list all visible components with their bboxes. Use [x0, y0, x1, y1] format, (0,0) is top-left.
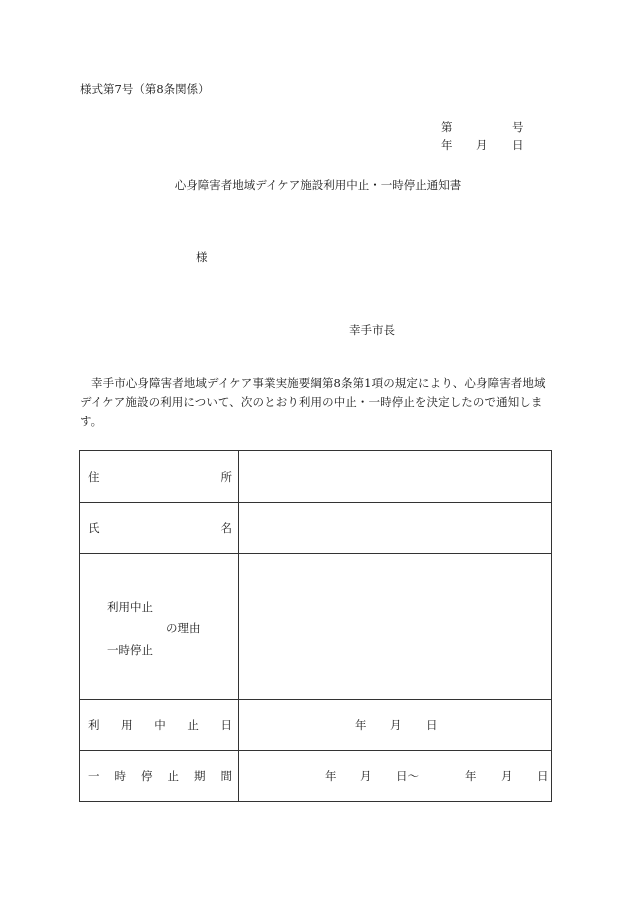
- address-label-cell: [80, 451, 239, 503]
- suspension-label-char: 期: [194, 769, 206, 783]
- reason-label-suspend: 一時停止: [107, 643, 153, 657]
- address-value-cell[interactable]: [239, 451, 552, 503]
- doc-number-prefix: 第: [441, 120, 453, 134]
- stop-date-value-cell[interactable]: [239, 700, 552, 751]
- stop-date-label-char: 用: [121, 718, 133, 732]
- suspension-label-char: 止: [167, 769, 179, 783]
- suspension-to-month: 月: [501, 769, 513, 783]
- stop-date-label-char: 中: [154, 718, 166, 732]
- issue-date-month: 月: [476, 138, 488, 152]
- reason-label-of-reason: の理由: [166, 621, 201, 635]
- table-row-reason: [80, 554, 552, 700]
- notice-table: [79, 450, 552, 802]
- table-row-address: [80, 451, 552, 503]
- table-row-stop-date: [80, 700, 552, 751]
- addressee-suffix: 様: [196, 250, 208, 264]
- suspension-label-char: 時: [114, 769, 126, 783]
- suspension-from-day: 日〜: [396, 769, 419, 783]
- address-label-char: 住: [88, 469, 100, 484]
- reason-label-cell: [80, 554, 239, 700]
- issue-date-year: 年: [441, 138, 453, 152]
- suspension-from-month: 月: [360, 769, 372, 783]
- name-label-char: 名: [220, 521, 232, 535]
- stop-date-day: 日: [426, 718, 438, 732]
- stop-date-month: 月: [390, 718, 402, 732]
- stop-date-label-cell: [80, 700, 239, 751]
- suspension-to-year: 年: [465, 769, 477, 783]
- suspension-to-day: 日: [537, 769, 549, 783]
- suspension-from-year: 年: [325, 769, 337, 783]
- stop-date-year: 年: [355, 718, 367, 732]
- stop-date-label-char: 利: [88, 718, 100, 732]
- table-row-name: [80, 503, 552, 554]
- form-number-label: 様式第7号（第8条関係）: [80, 82, 210, 96]
- document-title: 心身障害者地域デイケア施設利用中止・一時停止通知書: [174, 178, 462, 192]
- stop-date-label-char: 日: [220, 718, 232, 732]
- doc-number-suffix: 号: [512, 120, 524, 134]
- name-label-cell: [80, 503, 239, 554]
- suspension-label-cell: [80, 751, 239, 802]
- table-row-suspension: [80, 751, 552, 802]
- body-text: 幸手市心身障害者地域デイケア事業実施要綱第8条第1項の規定により、心身障害者地域デイケア施設の利用について、次のとおり利用の中止・一時停止を決定したので通知します。: [80, 376, 546, 428]
- suspension-label-char: 間: [220, 769, 232, 783]
- issue-date-day: 日: [512, 138, 524, 152]
- reason-value-cell[interactable]: [239, 554, 552, 700]
- reason-label-stop: 利用中止: [107, 600, 153, 614]
- suspension-label-char: 停: [141, 769, 153, 783]
- suspension-label-char: 一: [88, 769, 100, 783]
- suspension-value-cell[interactable]: [239, 751, 552, 802]
- stop-date-label-char: 止: [187, 718, 199, 732]
- issuer-name: 幸手市長: [349, 323, 395, 337]
- name-value-cell[interactable]: [239, 503, 552, 554]
- name-label-char: 氏: [88, 521, 100, 535]
- address-label-char: 所: [220, 469, 232, 484]
